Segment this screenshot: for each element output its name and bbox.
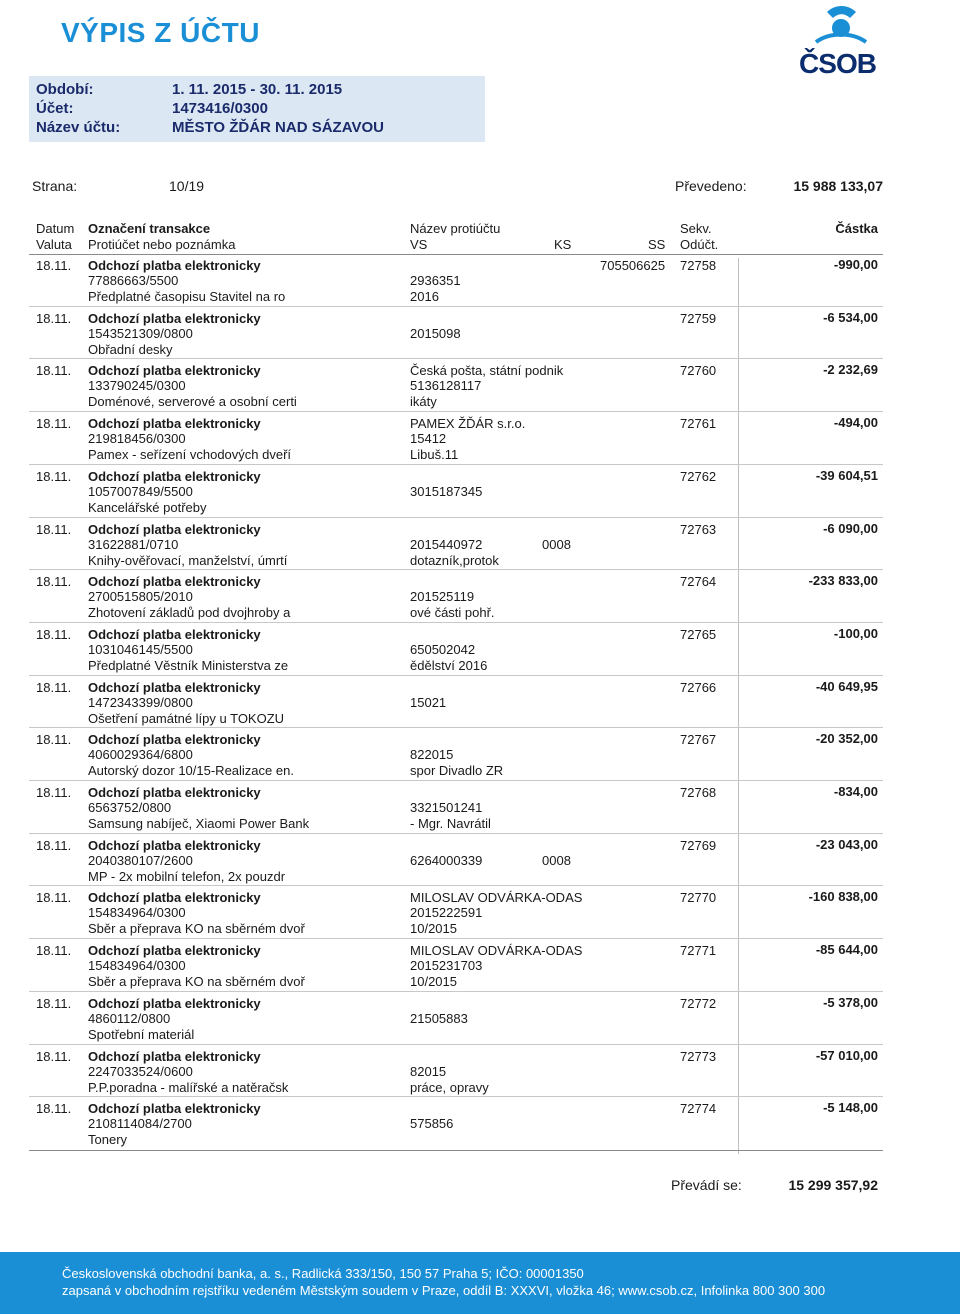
row-note-continued: 2016 xyxy=(410,289,439,304)
row-date: 18.11. xyxy=(36,996,72,1011)
row-note: Knihy-ověřovací, manželství, úmrtí xyxy=(88,553,288,568)
column-divider xyxy=(738,258,739,1154)
row-counter-account: 2700515805/2010 xyxy=(88,589,193,604)
row-note: Sběr a přeprava KO na sběrném dvoř xyxy=(88,974,305,989)
row-note: Sběr a přeprava KO na sběrném dvoř xyxy=(88,921,305,936)
row-amount: -494,00 xyxy=(833,415,878,430)
row-vs: 2015222591 xyxy=(410,905,483,920)
row-vs: 5136128117 xyxy=(410,378,482,393)
row-date: 18.11. xyxy=(36,680,72,695)
row-note-continued: dotazník,protok xyxy=(410,553,499,568)
row-vs: 3321501241 xyxy=(410,800,483,815)
row-date: 18.11. xyxy=(36,732,72,747)
row-vs: 3015187345 xyxy=(410,484,483,499)
header-divider xyxy=(29,254,883,255)
row-sequence: 72763 xyxy=(680,522,717,537)
row-divider xyxy=(29,727,883,728)
row-note: Pamex - seřízení vchodových dveří xyxy=(88,447,292,462)
row-transaction-type: Odchozí platba elektronicky xyxy=(88,680,261,695)
row-transaction-type: Odchozí platba elektronicky xyxy=(88,311,261,326)
row-transaction-type: Odchozí platba elektronicky xyxy=(88,469,261,484)
row-amount: -834,00 xyxy=(833,784,878,799)
row-vs: 2936351 xyxy=(410,273,461,288)
row-amount: -40 649,95 xyxy=(815,679,878,694)
row-sequence: 72767 xyxy=(680,732,717,747)
row-transaction-type: Odchozí platba elektronicky xyxy=(88,838,261,853)
row-vs: 2015231703 xyxy=(410,958,483,973)
row-sequence: 72773 xyxy=(680,1049,717,1064)
row-note-continued: ikáty xyxy=(410,394,437,409)
row-transaction-type: Odchozí platba elektronicky xyxy=(88,1049,261,1064)
row-divider xyxy=(29,1096,883,1097)
row-vs: 15412 xyxy=(410,431,447,446)
row-divider xyxy=(29,622,883,623)
row-note: Předplatné Věstník Ministerstva ze xyxy=(88,658,289,673)
row-note: Doménové, serverové a osobní certi xyxy=(88,394,297,409)
row-date: 18.11. xyxy=(36,627,72,642)
row-divider xyxy=(29,306,883,307)
row-amount: -5 148,00 xyxy=(823,1100,878,1115)
row-vs: 2015440972 xyxy=(410,537,483,552)
row-note: Kancelářské potřeby xyxy=(88,500,207,515)
row-note: MP - 2x mobilní telefon, 2x pouzdr xyxy=(88,869,286,884)
row-counter-account: 2040380107/2600 xyxy=(88,853,193,868)
row-vs: 650502042 xyxy=(410,642,476,657)
row-divider xyxy=(29,885,883,886)
header-sekv: Sekv. xyxy=(680,221,712,236)
csob-logo xyxy=(790,2,885,80)
row-counter-account: 4860112/0800 xyxy=(88,1011,171,1026)
row-counterparty-name: MILOSLAV ODVÁRKA-ODAS xyxy=(410,890,583,905)
row-vs: 21505883 xyxy=(410,1011,468,1026)
row-transaction-type: Odchozí platba elektronicky xyxy=(88,627,261,642)
header-castka: Částka xyxy=(835,221,878,236)
row-amount: -990,00 xyxy=(833,257,878,272)
header-vs: VS xyxy=(410,237,428,252)
row-transaction-type: Odchozí platba elektronicky xyxy=(88,522,261,537)
row-divider xyxy=(29,1044,883,1045)
row-amount: -85 644,00 xyxy=(815,942,878,957)
row-date: 18.11. xyxy=(36,574,72,589)
row-counter-account: 154834964/0300 xyxy=(88,958,186,973)
row-sequence: 72764 xyxy=(680,574,717,589)
header-ks: KS xyxy=(554,237,572,252)
row-ks: 0008 xyxy=(542,853,571,868)
row-divider xyxy=(29,358,883,359)
row-transaction-type: Odchozí platba elektronicky xyxy=(88,732,261,747)
carry-forward-label: Převádí se: xyxy=(671,1177,742,1193)
row-counter-account: 219818456/0300 xyxy=(88,431,186,446)
header-valuta: Valuta xyxy=(36,237,72,252)
row-amount: -100,00 xyxy=(833,626,878,641)
row-note-continued: ové části pohř. xyxy=(410,605,495,620)
header-oznaceni: Označení transakce xyxy=(88,221,211,236)
footer-line-2: zapsaná v obchodním rejstříku vedeném Městským soudem v Praze, oddíl B: XXXVI, vložka 46; www.csob.cz, Infolinka 800 300 300 xyxy=(62,1283,826,1298)
row-sequence: 72766 xyxy=(680,680,717,695)
row-note: Tonery xyxy=(88,1132,128,1147)
row-counter-account: 1031046145/5500 xyxy=(88,642,193,657)
row-note: Spotřební materiál xyxy=(88,1027,195,1042)
row-date: 18.11. xyxy=(36,838,72,853)
row-transaction-type: Odchozí platba elektronicky xyxy=(88,785,261,800)
row-divider xyxy=(29,464,883,465)
row-vs: 82015 xyxy=(410,1064,447,1079)
row-date: 18.11. xyxy=(36,311,72,326)
row-sequence: 72765 xyxy=(680,627,717,642)
row-date: 18.11. xyxy=(36,522,72,537)
header-oducet: Odúčt. xyxy=(680,237,719,252)
row-date: 18.11. xyxy=(36,1101,72,1116)
row-date: 18.11. xyxy=(36,363,72,378)
row-amount: -57 010,00 xyxy=(815,1048,878,1063)
row-counter-account: 133790245/0300 xyxy=(88,378,186,393)
row-date: 18.11. xyxy=(36,469,72,484)
header-datum: Datum xyxy=(36,221,75,236)
row-amount: -233 833,00 xyxy=(808,573,878,588)
row-note-continued: 10/2015 xyxy=(410,921,457,936)
row-sequence: 72769 xyxy=(680,838,717,853)
row-divider xyxy=(29,991,883,992)
row-counterparty-name: PAMEX ŽĎÁR s.r.o. xyxy=(410,416,526,431)
row-transaction-type: Odchozí platba elektronicky xyxy=(88,943,261,958)
row-counter-account: 6563752/0800 xyxy=(88,800,172,815)
footer xyxy=(0,1252,960,1314)
row-divider xyxy=(29,938,883,939)
row-amount: -6 534,00 xyxy=(823,310,878,325)
row-note: Samsung nabíječ, Xiaomi Power Bank xyxy=(88,816,310,831)
row-note: Ošetření památné lípy u TOKOZU xyxy=(88,711,285,726)
row-sequence: 72770 xyxy=(680,890,717,905)
row-note-continued: práce, opravy xyxy=(410,1080,489,1095)
row-counter-account: 77886663/5500 xyxy=(88,273,179,288)
csob-logo-text: ČSOB xyxy=(799,48,876,79)
row-date: 18.11. xyxy=(36,943,72,958)
row-sequence: 72768 xyxy=(680,785,717,800)
row-transaction-type: Odchozí platba elektronicky xyxy=(88,416,261,431)
row-note-continued: - Mgr. Navrátil xyxy=(410,816,491,831)
row-sequence: 72761 xyxy=(680,416,717,431)
info-value: 1473416/0300 xyxy=(172,100,268,117)
row-date: 18.11. xyxy=(36,258,72,273)
header-nazev: Název protiúčtu xyxy=(410,221,501,236)
row-ss: 705506625 xyxy=(600,258,666,273)
row-divider xyxy=(29,517,883,518)
document-title: VÝPIS Z ÚČTU xyxy=(61,17,260,48)
page-number: 10/19 xyxy=(169,178,205,194)
row-note: Autorský dozor 10/15-Realizace en. xyxy=(88,763,294,778)
header-protiucet: Protiúčet nebo poznámka xyxy=(88,237,236,252)
row-counter-account: 4060029364/6800 xyxy=(88,747,193,762)
row-sequence: 72760 xyxy=(680,363,717,378)
info-label: Období: xyxy=(36,81,94,98)
row-counter-account: 2108114084/2700 xyxy=(88,1116,192,1131)
header-ss: SS xyxy=(648,237,666,252)
row-divider xyxy=(29,675,883,676)
row-amount: -160 838,00 xyxy=(808,889,878,904)
row-divider xyxy=(29,569,883,570)
csob-logo-icon xyxy=(790,2,885,52)
row-transaction-type: Odchozí platba elektronicky xyxy=(88,574,261,589)
row-counterparty-name: Česká pošta, státní podnik xyxy=(410,363,564,378)
carry-forward-value: 15 299 357,92 xyxy=(788,1177,878,1193)
row-counter-account: 154834964/0300 xyxy=(88,905,186,920)
row-counter-account: 1543521309/0800 xyxy=(88,326,193,341)
row-date: 18.11. xyxy=(36,416,72,431)
row-note: Předplatné časopisu Stavitel na ro xyxy=(88,289,286,304)
row-sequence: 72771 xyxy=(680,943,717,958)
row-amount: -6 090,00 xyxy=(823,521,878,536)
row-note: P.P.poradna - malířské a natěračsk xyxy=(88,1080,289,1095)
row-vs: 15021 xyxy=(410,695,447,710)
row-date: 18.11. xyxy=(36,1049,72,1064)
row-transaction-type: Odchozí platba elektronicky xyxy=(88,890,261,905)
info-label: Účet: xyxy=(36,100,74,117)
row-sequence: 72774 xyxy=(680,1101,717,1116)
row-sequence: 72772 xyxy=(680,996,717,1011)
row-transaction-type: Odchozí platba elektronicky xyxy=(88,363,261,378)
row-transaction-type: Odchozí platba elektronicky xyxy=(88,258,261,273)
row-note-continued: spor Divadlo ZR xyxy=(410,763,504,778)
row-amount: -23 043,00 xyxy=(815,837,878,852)
row-date: 18.11. xyxy=(36,785,72,800)
row-sequence: 72759 xyxy=(680,311,717,326)
row-note: Obřadní desky xyxy=(88,342,173,357)
row-divider xyxy=(29,411,883,412)
row-vs: 201525119 xyxy=(410,589,475,604)
row-note-continued: Libuš.11 xyxy=(410,447,459,462)
row-counter-account: 31622881/0710 xyxy=(88,537,179,552)
info-value: 1. 11. 2015 - 30. 11. 2015 xyxy=(172,81,343,98)
page-label: Strana: xyxy=(32,178,78,194)
table-bottom-rule xyxy=(29,1150,883,1151)
row-amount: -39 604,51 xyxy=(815,468,878,483)
row-amount: -5 378,00 xyxy=(823,995,878,1010)
row-counterparty-name: MILOSLAV ODVÁRKA-ODAS xyxy=(410,943,583,958)
row-sequence: 72758 xyxy=(680,258,717,273)
info-label: Název účtu: xyxy=(36,119,121,136)
info-value: MĚSTO ŽĎÁR NAD SÁZAVOU xyxy=(172,119,384,136)
row-sequence: 72762 xyxy=(680,469,717,484)
row-vs: 575856 xyxy=(410,1116,454,1131)
row-note-continued: ědělství 2016 xyxy=(410,658,488,673)
row-vs: 822015 xyxy=(410,747,454,762)
row-date: 18.11. xyxy=(36,890,72,905)
row-divider xyxy=(29,833,883,834)
row-note: Zhotovení základů pod dvojhroby a xyxy=(88,605,291,620)
row-transaction-type: Odchozí platba elektronicky xyxy=(88,996,261,1011)
row-amount: -2 232,69 xyxy=(823,362,878,377)
row-counter-account: 1472343399/0800 xyxy=(88,695,193,710)
row-vs: 2015098 xyxy=(410,326,461,341)
row-transaction-type: Odchozí platba elektronicky xyxy=(88,1101,261,1116)
row-vs: 6264000339 xyxy=(410,853,483,868)
row-divider xyxy=(29,780,883,781)
row-counter-account: 2247033524/0600 xyxy=(88,1064,193,1079)
row-counter-account: 1057007849/5500 xyxy=(88,484,193,499)
carried-over-label: Převedeno: xyxy=(675,178,747,194)
footer-line-1: Československá obchodní banka, a. s., Radlická 333/150, 150 57 Praha 5; IČO: 00001350 xyxy=(62,1266,584,1281)
row-note-continued: 10/2015 xyxy=(410,974,457,989)
row-ks: 0008 xyxy=(542,537,571,552)
row-amount: -20 352,00 xyxy=(815,731,878,746)
carried-over-value: 15 988 133,07 xyxy=(793,178,883,194)
